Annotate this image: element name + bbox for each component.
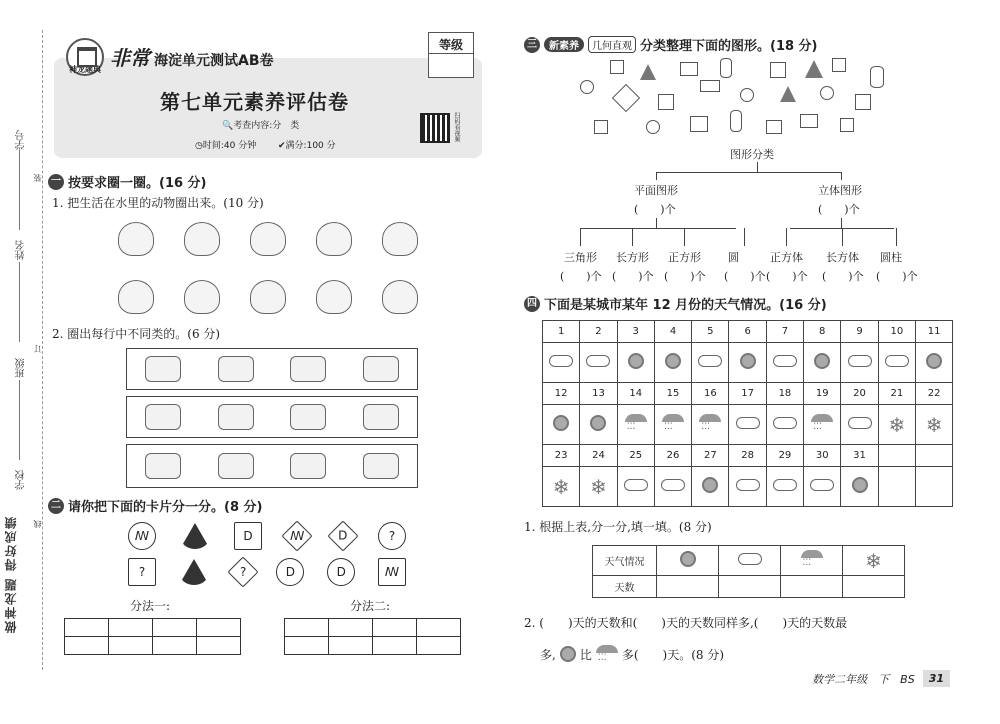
cube-shape [766, 120, 782, 134]
check-icon: ✔ [278, 141, 286, 151]
cloud-icon [773, 417, 797, 429]
diamond-card[interactable]: ? [227, 556, 258, 587]
day-number: 10 [878, 321, 915, 343]
snow-icon: ❄ [552, 474, 570, 499]
circle-shape [646, 120, 660, 134]
weather-cell [729, 467, 766, 507]
shrimp-picture[interactable] [184, 280, 220, 314]
sun-icon [926, 353, 942, 369]
diamond-card[interactable]: D [327, 520, 358, 551]
sun-days-cell[interactable] [657, 576, 719, 598]
leaf-blank[interactable]: ( )个 [724, 270, 766, 283]
section2-heading [48, 496, 262, 515]
rabbit-picture[interactable] [118, 222, 154, 256]
section3-subtag: 几何直观 [588, 36, 636, 53]
weather-table [542, 320, 953, 507]
brand-name: 海淀单元测试AB卷 [154, 53, 274, 69]
day-number: 29 [766, 445, 803, 467]
section3-heading [524, 35, 818, 54]
circle-shape [580, 80, 594, 94]
seal-mark-2: 订 [33, 345, 42, 353]
leaf-blank[interactable]: ( )个 [664, 270, 706, 283]
branch-solid: 立体图形 [818, 184, 862, 197]
method2-grid[interactable] [284, 618, 461, 655]
leaf-label: 圆 [728, 251, 739, 264]
day-number: 21 [878, 383, 915, 405]
q4-1-prompt: 1. 根据上表,分一分,填一填。(8 分) [524, 520, 712, 534]
section3-title: 分类整理下面的图形。(18 分) [640, 39, 818, 54]
rect-shape [700, 80, 720, 92]
grade-box [428, 32, 474, 78]
leaf-label: 正方体 [770, 251, 803, 264]
animal-row-2 [118, 280, 418, 314]
weather-cell [841, 343, 878, 383]
brand-script: 非常 [110, 46, 150, 70]
diamond-card[interactable]: ꟿ [281, 520, 312, 551]
snow-icon: ❄ [865, 548, 882, 573]
weather-cell [654, 405, 691, 445]
weather-cell [692, 467, 729, 507]
cloud-icon [736, 417, 760, 429]
weather-cell [543, 405, 580, 445]
leaf-blank[interactable]: ( )个 [876, 270, 918, 283]
day-number: 23 [543, 445, 580, 467]
clock-icon: ◷ [195, 141, 203, 151]
day-number: 9 [841, 321, 878, 343]
triangle-card[interactable] [179, 559, 209, 585]
sun-icon [814, 353, 830, 369]
square-card[interactable]: ꟿ [378, 558, 406, 586]
circle-shape [820, 86, 834, 100]
cloud-icon [810, 479, 834, 491]
cylinder-shape [730, 110, 742, 132]
day-number: 1 [543, 321, 580, 343]
apple-picture[interactable] [218, 404, 254, 430]
page-title: 第七单元素养评估卷 [160, 90, 349, 114]
footer-subject: 数学二年级 下 BS [812, 672, 915, 686]
cloud-icon [773, 479, 797, 491]
qr-code[interactable] [420, 113, 450, 143]
sun-icon [553, 415, 569, 431]
fish-picture[interactable] [250, 222, 286, 256]
snow-icon: ❄ [925, 412, 943, 437]
day-number: 3 [617, 321, 654, 343]
cloud-icon [773, 355, 797, 367]
seal-picture[interactable] [316, 222, 352, 256]
weather-cell [617, 343, 654, 383]
weather-cell [580, 405, 617, 445]
pear-picture[interactable] [363, 404, 399, 430]
weather-cell [580, 467, 617, 507]
logo: 神龙题典 [66, 38, 104, 76]
triangle-shape [640, 64, 656, 80]
triangle-shape [780, 86, 796, 102]
day-number: 27 [692, 445, 729, 467]
section1-heading [48, 172, 207, 191]
cuboid-shape [690, 116, 708, 132]
class-line [19, 380, 20, 460]
day-number: 13 [580, 383, 617, 405]
compare-row-1 [126, 348, 418, 390]
compare-row-3 [126, 444, 418, 488]
section1-title: 按要求圈一圈。(16 分) [68, 176, 207, 191]
weather-cell [729, 343, 766, 383]
day-number: 18 [766, 383, 803, 405]
mushroom-picture[interactable] [290, 404, 326, 430]
snow-icon: ❄ [590, 474, 607, 499]
weather-cell [617, 405, 654, 445]
method2-label: 分法二: [350, 599, 391, 613]
circle-shape [740, 88, 754, 102]
square-card[interactable]: D [234, 522, 262, 550]
leaf-label: 圆柱 [880, 251, 902, 264]
method1-label: 分法一: [130, 599, 171, 613]
q4-2-line2: 多, 比 ⁚⁚⁚ 多( )天。(8 分) [540, 645, 724, 663]
weather-cell [766, 467, 803, 507]
leaf-label: 正方形 [668, 251, 701, 264]
weather-cell [729, 405, 766, 445]
weather-cell [766, 405, 803, 445]
weather-cell [841, 405, 878, 445]
leaf-blank[interactable]: ( )个 [822, 270, 864, 283]
cube-shape [770, 62, 786, 78]
blank-solid[interactable]: ( )个 [818, 203, 860, 216]
section1-number: 一 [48, 174, 64, 190]
weather-cell [580, 343, 617, 383]
weather-cell [654, 343, 691, 383]
day-number: 30 [804, 445, 841, 467]
cloud-icon [661, 479, 685, 491]
day-number: 24 [580, 445, 617, 467]
weather-cell [878, 405, 915, 445]
day-number: 22 [915, 383, 952, 405]
section3-number: 三 [524, 37, 540, 53]
dog-picture[interactable] [290, 453, 326, 479]
stat-row1-label: 天气情况 [593, 546, 657, 576]
footer [812, 670, 950, 687]
cloud-icon [738, 553, 762, 565]
rain-icon [662, 414, 684, 432]
cloud-icon [624, 479, 648, 491]
bird-picture[interactable] [118, 280, 154, 314]
stat-row2-label: 天数 [593, 576, 657, 598]
banana-picture[interactable] [145, 404, 181, 430]
cube-shape [855, 94, 871, 110]
weather-cell [878, 343, 915, 383]
goldfish-picture[interactable] [382, 280, 418, 314]
horse-picture[interactable] [145, 453, 181, 479]
method1-grid[interactable] [64, 618, 241, 655]
weather-cell [766, 343, 803, 383]
q1-prompt: 1. 把生活在水里的动物圈出来。(10 分) [52, 196, 264, 210]
day-number: 12 [543, 383, 580, 405]
triangle-shape [805, 60, 823, 78]
rect-shape [800, 114, 818, 128]
rain-icon [801, 550, 823, 568]
leaf-blank[interactable]: ( )个 [766, 270, 808, 283]
cylinder-shape [720, 58, 732, 78]
seal-mark-1: 装 [33, 174, 42, 182]
weather-cell [692, 405, 729, 445]
weather-cell [804, 467, 841, 507]
airplane-picture[interactable] [290, 356, 326, 382]
rain-icon [596, 645, 618, 663]
car-picture[interactable] [218, 356, 254, 382]
weather-cell [841, 467, 878, 507]
rain-icon [811, 414, 833, 432]
weather-cell [692, 343, 729, 383]
brand-title [110, 42, 274, 71]
weather-cell [543, 343, 580, 383]
square-card[interactable]: ? [128, 558, 156, 586]
day-number: 31 [841, 445, 878, 467]
weather-stat-table[interactable] [592, 545, 905, 598]
cloud-icon [848, 355, 872, 367]
day-number: 28 [729, 445, 766, 467]
day-number: 25 [617, 445, 654, 467]
day-number: 19 [804, 383, 841, 405]
weather-cell [804, 343, 841, 383]
q4-2-line1: 2. ( )天的天数和( )天的天数同样多,( )天的天数最 [524, 616, 848, 630]
day-number: 8 [804, 321, 841, 343]
section2-title: 请你把下面的卡片分一分。(8 分) [68, 500, 263, 515]
time-info: ◷时间:40 分钟 [195, 141, 257, 151]
day-number: 7 [766, 321, 803, 343]
sun-icon [560, 646, 576, 662]
day-number: 15 [654, 383, 691, 405]
cube-shape [594, 120, 608, 134]
sun-icon [590, 415, 606, 431]
cloud-icon [698, 355, 722, 367]
snow-days-cell[interactable] [843, 576, 905, 598]
sun-icon [702, 477, 718, 493]
card-row-2 [128, 558, 406, 586]
shape-cluster [570, 58, 900, 138]
section4-heading [524, 294, 827, 313]
triangle-card[interactable] [180, 523, 210, 549]
bus-picture[interactable] [145, 356, 181, 382]
weather-cell [804, 405, 841, 445]
leaf-blank[interactable]: ( )个 [560, 270, 602, 283]
q2-prompt: 2. 圈出每行中不同类的。(6 分) [52, 327, 221, 341]
day-number: 6 [729, 321, 766, 343]
name-label: 姓名 [16, 240, 27, 260]
cloud-icon [586, 355, 610, 367]
rain-icon [699, 414, 721, 432]
day-number: 20 [841, 383, 878, 405]
cloud-icon [736, 479, 760, 491]
school-label: 学校 [16, 470, 27, 490]
student-id-label: 学号 [16, 130, 27, 150]
search-icon: 🔍 [222, 121, 234, 131]
day-number: 16 [692, 383, 729, 405]
day-number: 17 [729, 383, 766, 405]
whale-picture[interactable] [316, 280, 352, 314]
content-info: 🔍考查内容:分 类 [222, 121, 300, 131]
circle-card[interactable]: D [327, 558, 355, 586]
day-number: 11 [915, 321, 952, 343]
sun-icon [740, 353, 756, 369]
cube-shape [832, 58, 846, 72]
day-number: 4 [654, 321, 691, 343]
cloud-icon [848, 417, 872, 429]
section3-tag: 新素养 [544, 37, 584, 52]
cloud-icon [549, 355, 573, 367]
qr-caption: 扫码看视频 [453, 112, 460, 142]
circle-card[interactable]: ꟿ [128, 522, 156, 550]
slogan: 做神龙题 得好成绩 [4, 515, 18, 634]
leaf-blank[interactable]: ( )个 [612, 270, 654, 283]
cube-shape [610, 60, 624, 74]
student-id-line [19, 150, 20, 230]
diamond-shape [612, 84, 640, 112]
leaf-label: 长方体 [826, 251, 859, 264]
card-row-1 [128, 522, 406, 550]
name-line [19, 262, 20, 342]
page-number: 31 [923, 670, 950, 687]
rain-icon [625, 414, 647, 432]
weather-cell [654, 467, 691, 507]
sun-icon [852, 477, 868, 493]
grade-label: 等级 [438, 38, 463, 52]
branch-plane: 平面图形 [634, 184, 678, 197]
score-info: ✔满分:100 分 [278, 141, 336, 151]
cuboid-shape [840, 118, 854, 132]
circle-card[interactable]: ? [378, 522, 406, 550]
cylinder-shape [870, 66, 884, 88]
class-label: 班级 [16, 358, 27, 378]
weather-cell [915, 343, 952, 383]
circle-card[interactable]: D [276, 558, 304, 586]
leaf-label: 长方形 [616, 251, 649, 264]
snow-icon: ❄ [888, 412, 906, 437]
tree-root: 图形分类 [730, 148, 774, 161]
cloud-icon [885, 355, 909, 367]
cat-picture[interactable] [184, 222, 220, 256]
day-number: 26 [654, 445, 691, 467]
cube-shape [658, 94, 674, 110]
rain-days-cell[interactable] [781, 576, 843, 598]
weather-cell [617, 467, 654, 507]
cuboid-shape [680, 62, 698, 76]
sun-icon [665, 353, 681, 369]
blank-plane[interactable]: ( )个 [634, 203, 676, 216]
rabbit-picture[interactable] [363, 453, 399, 479]
day-number: 5 [692, 321, 729, 343]
leaf-label: 三角形 [564, 251, 597, 264]
bird-picture[interactable] [218, 453, 254, 479]
day-number: 14 [617, 383, 654, 405]
day-number: 2 [580, 321, 617, 343]
section4-title: 下面是某城市某年 12 月份的天气情况。(16 分) [544, 298, 827, 313]
weather-cell [915, 405, 952, 445]
animal-row-1 [118, 222, 418, 256]
sun-icon [680, 551, 696, 567]
sheep-picture[interactable] [382, 222, 418, 256]
weather-cell [543, 467, 580, 507]
cloud-days-cell[interactable] [719, 576, 781, 598]
dog-picture[interactable] [250, 280, 286, 314]
section4-number: 四 [524, 296, 540, 312]
compare-row-2 [126, 396, 418, 438]
van-picture[interactable] [363, 356, 399, 382]
seal-mark-3: 线 [33, 520, 42, 528]
section2-number: 二 [48, 498, 64, 514]
sun-icon [628, 353, 644, 369]
